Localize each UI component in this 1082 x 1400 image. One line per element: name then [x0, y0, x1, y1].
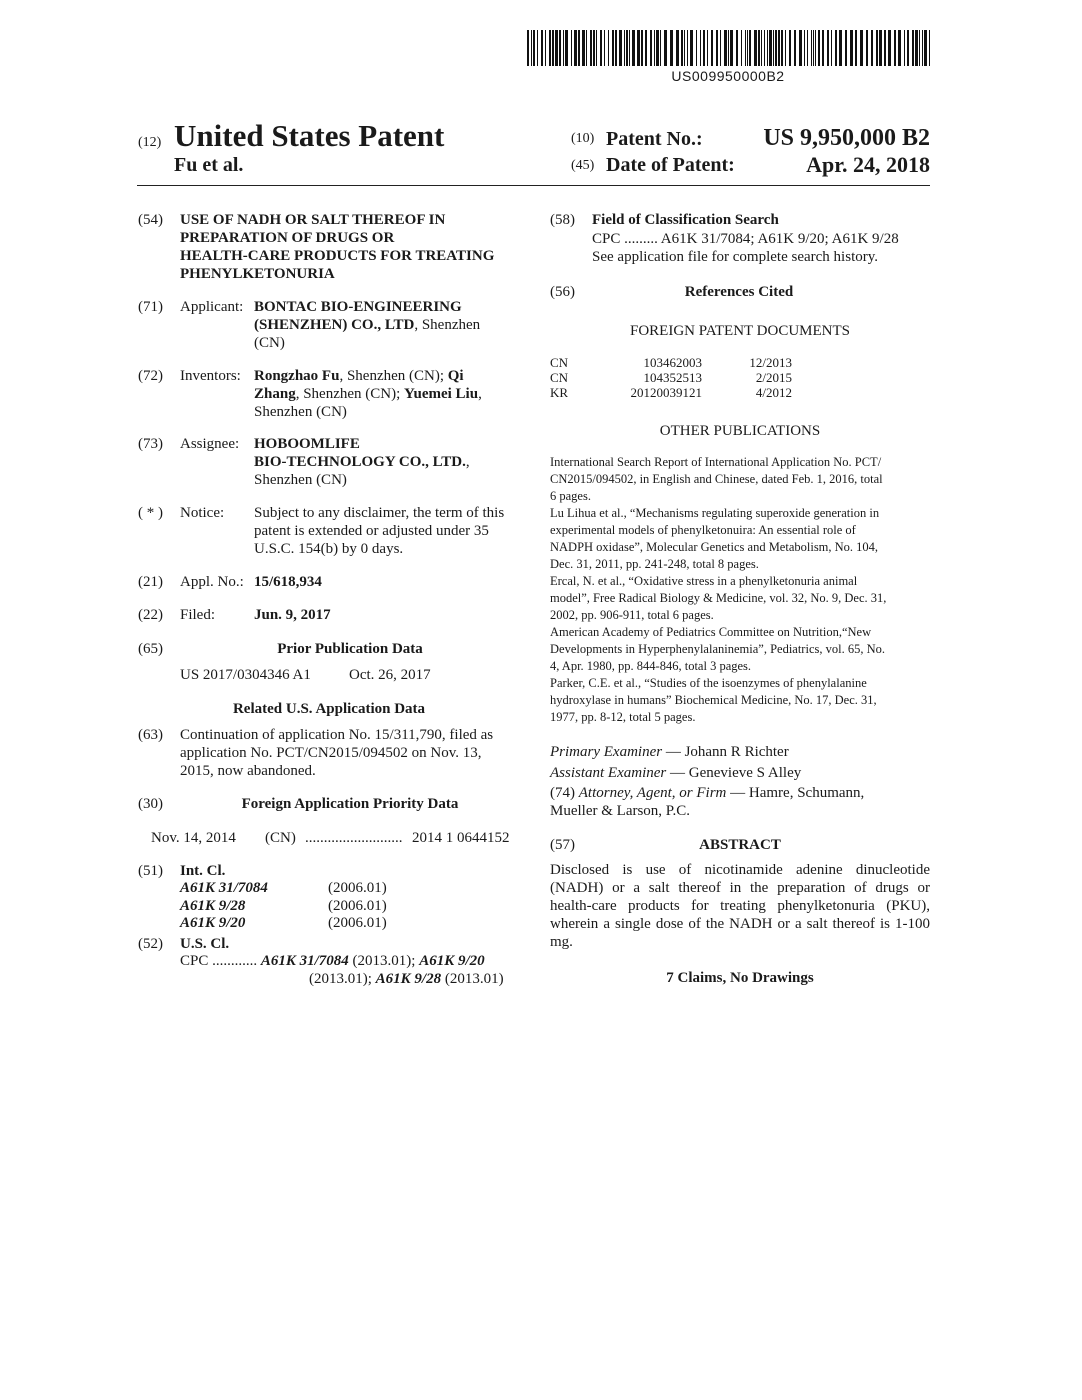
filed-date: Jun. 9, 2017: [254, 607, 331, 623]
filed-label: Filed:: [180, 607, 216, 623]
abstract-text: Disclosed is use of nicotinamide adenine dinucleotide (NADH) or a salt thereof in the preparation of drugs or health-care products for treating phenylketonuria (PKU), wherein a single dose of the NADH or a salt thereof is 1-100 mg.: [550, 862, 930, 950]
prior-publication-heading: Prior Publication Data: [277, 641, 423, 657]
attorney: (74) Attorney, Agent, or Firm — Hamre, Schumann, Mueller & Larson, P.C.: [550, 785, 865, 819]
foreign-priority-heading: Foreign Application Priority Data: [241, 796, 459, 812]
priority-date: Nov. 14, 2014: [151, 830, 236, 846]
code-30: (30): [138, 796, 163, 812]
assignee: HOBOOMLIFE BIO-TECHNOLOGY CO., LTD., Shenzhen (CN): [254, 436, 470, 488]
barcode-number: US009950000B2: [671, 68, 785, 84]
code-56: (56): [550, 284, 575, 300]
code-71: (71): [138, 299, 163, 315]
publication-item: Lu Lihua et al., “Mechanisms regulating superoxide generation in experimental models of phenylketonuira: An essential role of NADPH oxidase”, Molecular Genetics and Metabolism, No. 104, Dec. 31, 2011, pp. 241-248, total 8 pages.: [550, 506, 880, 571]
foreign-doc-date: 12/2013: [749, 355, 792, 370]
publications-list: [550, 454, 930, 726]
code-65: (65): [138, 641, 163, 657]
code-72: (72): [138, 368, 163, 384]
us-cl-cpc: CPC ............ A61K 31/7084 (2013.01); A61K 9/20 (2013.01); A61K 9/28 (2013.01): [180, 953, 504, 987]
other-publications-heading: OTHER PUBLICATIONS: [659, 423, 821, 439]
patent-date: Apr. 24, 2018: [806, 152, 930, 177]
foreign-doc-date: 2/2015: [755, 370, 792, 385]
int-cl-label: Int. Cl.: [180, 863, 226, 879]
code-45: (45): [571, 158, 595, 173]
inventors-label: Inventors:: [180, 368, 241, 384]
int-cl-version: (2006.01): [328, 915, 387, 931]
header-rule: [137, 185, 930, 186]
publication-item: International Search Report of International Application No. PCT/ CN2015/094502, in English and Chinese, dated Feb. 1, 2016, total 6 pages.: [550, 455, 883, 503]
foreign-docs-heading: FOREIGN PATENT DOCUMENTS: [629, 323, 851, 339]
code-57: (57): [550, 837, 575, 853]
foreign-doc-number: 20120039121: [630, 385, 702, 400]
claims-summary: 7 Claims, No Drawings: [666, 970, 814, 986]
code-10: (10): [571, 131, 595, 146]
field-search-cpc: CPC ......... A61K 31/7084; A61K 9/20; A61K 9/28: [592, 231, 899, 247]
assistant-examiner: Assistant Examiner — Genevieve S Alley: [550, 765, 802, 781]
patent-no-label: Patent No.:: [606, 128, 703, 150]
continuation-text: Continuation of application No. 15/311,790, filed as application No. PCT/CN2015/094502 on Nov. 13, 2015, now abandoned.: [180, 727, 494, 779]
int-cl-version: (2006.01): [328, 880, 387, 896]
foreign-doc-number: 103462003: [643, 355, 702, 370]
foreign-doc-country: CN: [550, 355, 569, 370]
assignee-label: Assignee:: [180, 436, 240, 452]
foreign-doc-country: KR: [550, 385, 569, 400]
code-22: (22): [138, 607, 163, 623]
references-heading: References Cited: [684, 284, 794, 300]
code-58: (58): [550, 212, 575, 228]
invention-title: USE OF NADH OR SALT THEREOF IN PREPARATION OF DRUGS OR HEALTH-CARE PRODUCTS FOR TREATING PHENYLKETONURIA: [180, 212, 495, 282]
us-cl-label: U.S. Cl.: [180, 936, 230, 952]
foreign-doc-date: 4/2012: [755, 385, 792, 400]
inventors-short: Fu et al.: [174, 154, 244, 176]
notice-text: Subject to any disclaimer, the term of this patent is extended or adjusted under 35 U.S.C. 154(b) by 0 days.: [254, 505, 505, 557]
date-label: Date of Patent:: [606, 154, 735, 176]
abstract-heading: ABSTRACT: [699, 837, 781, 853]
code-51: (51): [138, 863, 163, 879]
code-21: (21): [138, 574, 163, 590]
priority-dots: ..........................: [305, 830, 403, 846]
barcode: [527, 30, 931, 66]
prior-pub-date: Oct. 26, 2017: [349, 667, 431, 683]
code-12: (12): [138, 135, 162, 150]
code-63: (63): [138, 727, 163, 743]
code-52: (52): [138, 936, 163, 952]
int-cl-class: A61K 31/7084: [180, 880, 268, 896]
field-search-heading: Field of Classification Search: [592, 212, 779, 228]
appl-no-label: Appl. No.:: [180, 574, 244, 590]
code-73: (73): [138, 436, 163, 452]
inventors: Rongzhao Fu, Shenzhen (CN); Qi Zhang, Shenzhen (CN); Yuemei Liu, Shenzhen (CN): [254, 368, 482, 420]
patent-number: US 9,950,000 B2: [763, 125, 930, 151]
priority-country: (CN): [265, 830, 296, 846]
priority-number: 2014 1 0644152: [412, 830, 510, 846]
publication-item: American Academy of Pediatrics Committee on Nutrition,“New Developments in Hyperphenylalaninemia”, Pediatrics, vol. 65, No. 4, Apr. 1980, pp. 844-846, total 3 pages.: [550, 625, 885, 673]
publication-item: Ercal, N. et al., “Oxidative stress in a phenylketonuria animal model”, Free Radical Biology & Medicine, vol. 32, No. 9, Dec. 31, 2002, pp. 906-911, total 6 pages.: [550, 574, 887, 622]
int-cl-class: A61K 9/28: [180, 898, 246, 914]
related-heading: Related U.S. Application Data: [232, 701, 426, 717]
document-title: United States Patent: [174, 118, 445, 153]
publication-item: Parker, C.E. et al., “Studies of the isoenzymes of phenylalanine hydroxylase in humans” Biochemical Medicine, No. 17, Dec. 31, 1977, pp. 8-12, total 5 pages.: [550, 676, 877, 724]
foreign-doc-number: 104352513: [643, 370, 702, 385]
code-notice: ( * ): [138, 505, 163, 521]
int-cl-version: (2006.01): [328, 898, 387, 914]
int-cl-class: A61K 9/20: [180, 915, 246, 931]
notice-label: Notice:: [180, 505, 225, 521]
applicant-label: Applicant:: [180, 299, 244, 315]
applicant: BONTAC BIO-ENGINEERING (SHENZHEN) CO., LTD, Shenzhen (CN): [254, 299, 481, 351]
appl-no: 15/618,934: [254, 574, 322, 590]
code-54: (54): [138, 212, 163, 228]
foreign-doc-country: CN: [550, 370, 569, 385]
field-search-note: See application file for complete search history.: [592, 249, 879, 265]
prior-pub-number: US 2017/0304346 A1: [180, 667, 311, 683]
primary-examiner: Primary Examiner — Johann R Richter: [550, 744, 789, 760]
